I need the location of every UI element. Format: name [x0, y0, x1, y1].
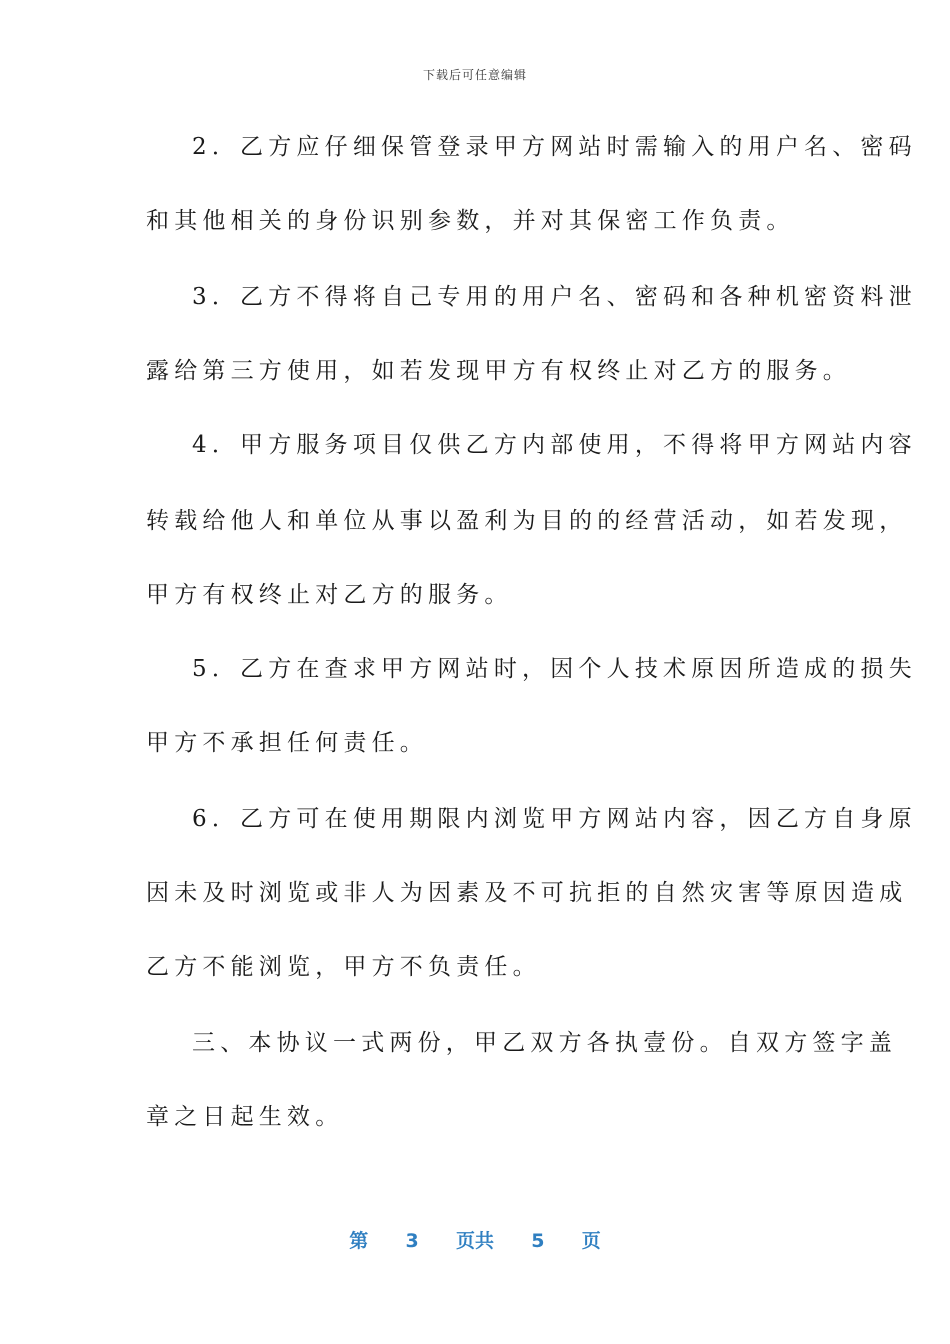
paragraph-line: 三、本协议一式两份，甲乙双方各执壹份。自双方签字盖	[192, 1030, 897, 1056]
paragraph-line: 章之日起生效。	[146, 1104, 344, 1130]
paragraph-line: 3．乙方不得将自己专用的用户名、密码和各种机密资料泄	[192, 284, 917, 310]
page-suffix: 页	[581, 1230, 601, 1252]
header-note: 下载后可任意编辑	[422, 68, 527, 82]
paragraph-line: 2．乙方应仔细保管登录甲方网站时需输入的用户名、密码	[192, 134, 917, 160]
paragraph-line: 因未及时浏览或非人为因素及不可抗拒的自然灾害等原因造成	[146, 880, 908, 906]
paragraph-line: 乙方不能浏览，甲方不负责任。	[146, 954, 541, 980]
page-footer	[0, 1226, 950, 1253]
paragraph-line: 甲方有权终止对乙方的服务。	[146, 582, 513, 608]
paragraph-line: 5．乙方在查求甲方网站时，因个人技术原因所造成的损失	[192, 656, 917, 682]
page-total: 5	[531, 1230, 545, 1252]
page-prefix: 第	[349, 1230, 369, 1252]
page-current: 3	[405, 1230, 419, 1252]
paragraph-line: 和其他相关的身份识别参数，并对其保密工作负责。	[146, 208, 795, 234]
paragraph-line: 4．甲方服务项目仅供乙方内部使用，不得将甲方网站内容	[192, 432, 917, 458]
paragraph-line: 6．乙方可在使用期限内浏览甲方网站内容，因乙方自身原	[192, 806, 917, 832]
paragraph-line: 甲方不承担任何责任。	[146, 730, 428, 756]
page-middle: 页共	[455, 1230, 494, 1252]
paragraph-line: 露给第三方使用，如若发现甲方有权终止对乙方的服务。	[146, 358, 851, 384]
paragraph-line: 转载给他人和单位从事以盈利为目的的经营活动，如若发现，	[146, 508, 908, 534]
